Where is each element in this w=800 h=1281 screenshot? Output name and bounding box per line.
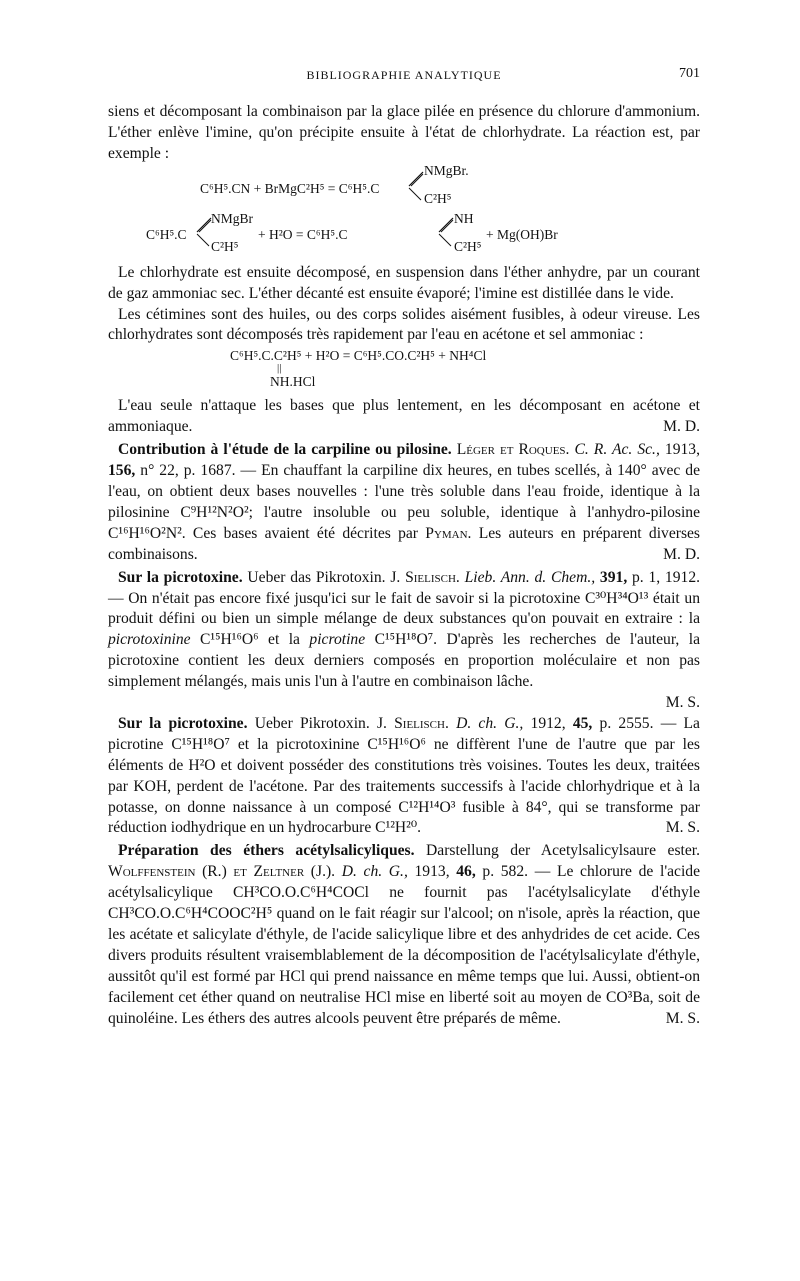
- equation-3: [108, 346, 700, 396]
- article-year: 1912,: [530, 714, 566, 732]
- running-header: [108, 62, 700, 84]
- article-title: Sur la picrotoxine.: [118, 568, 243, 586]
- eq2-b-bottom: C²H⁵: [454, 238, 482, 254]
- article-body-name: Pyman.: [425, 524, 472, 542]
- signature: M. S.: [665, 819, 700, 837]
- intro-paragraph-4: L'eau seule n'attaque les bases que plus lentement, en les décomposant en acétone et ammoniaque. M. D.: [108, 396, 700, 438]
- eq3-main: C⁶H⁵.C.C²H⁵ + H²O = C⁶H⁵.CO.C²H⁵ + NH⁴Cl: [230, 348, 487, 364]
- article-ref: p. 2555.: [599, 714, 654, 732]
- article-journal: D. ch. G.,: [341, 863, 408, 881]
- article-body-3: C¹⁵H¹⁸O⁷. D'après les recherches de l'auteur, la picrotoxine contient les deux derniers composés en proportion moléculaire et non pas simplement mélangés, mais unis l'un à l'autre en combinaison lâche.: [108, 631, 700, 691]
- article-authors: Léger et Roques.: [456, 441, 570, 459]
- article-ref: n° 22, p. 1687.: [140, 462, 236, 480]
- article-body: — En chauffant la carpiline dix heures, en tubes scellés, à 140° avec de l'eau, on obtient deux bases nouvelles : l'une très soluble dans l'eau froide, identique à la pilosinine C⁹H¹²N²O²; l'autre insoluble ou peu soluble, identique à l'anhydro-pilosine C¹⁶H¹⁶O²N². Ces bases avaient été décrites par: [108, 462, 700, 542]
- article-volume: 391,: [599, 568, 628, 586]
- intro-paragraph-3: Les cétimines sont des huiles, ou des corps solides aisément fusibles, à odeur vireuse. Les chlorhydrates sont décomposés très rapidement par l'eau en acétone et sel ammoniac :: [108, 305, 700, 344]
- article-subtitle: Darstellung der Acetylsalicylsaure ester.: [426, 842, 700, 860]
- eq3-sub: NH.HCl: [270, 374, 316, 390]
- eq2-a-bottom: C²H⁵: [211, 238, 239, 254]
- article-subtitle: Ueber das Pikrotoxin. J.: [247, 568, 401, 586]
- article-body-end: Les auteurs en préparent diverses combinaisons.: [108, 524, 700, 563]
- article-ref: p. 1, 1912.: [632, 568, 701, 586]
- page-number: 701: [679, 66, 700, 81]
- article-title: Préparation des éthers acétylsalicyliques.: [118, 842, 415, 860]
- article-body-italic-2: picrotine: [309, 631, 366, 649]
- signature: M. S.: [665, 1009, 700, 1027]
- intro-paragraph-1: siens et décomposant la combinaison par la glace pilée en présence du chlorure d'ammonium. L'éther enlève l'imine, qu'on précipite ensuite à l'état de chlorhydrate. La réaction est, par exemple :: [108, 103, 700, 162]
- equation-2: [108, 209, 700, 259]
- article-body: — La picrotine C¹⁵H¹⁸O⁷ et la picrotoxinine C¹⁵H¹⁶O⁶ ne diffèrent l'une de l'autre que par les éléments de H²O et doivent posséder des constitutions très voisines. Toutes les deux, traitées par KOH, perdent de l'acétone. Par des traitements successifs à l'acide chlorhydrique et à la potasse, on donne naissance à un composé C¹²H¹⁴O³ fusible à 84°, qui se transforme par réduction iodhydrique en un hydrocarbure C¹²H²⁰.: [108, 714, 700, 837]
- article-title: Sur la picrotoxine.: [118, 714, 248, 732]
- article-volume: 45,: [572, 714, 593, 732]
- article-journal: Lieb. Ann. d. Chem.,: [464, 568, 596, 586]
- article-body-italic-1: picrotoxinine: [108, 631, 191, 649]
- article-body: — Le chlorure de l'acide acétylsalicylique CH³CO.O.C⁶H⁴COCl ne fournit pas l'acétylsalicylate d'éthyle CH³CO.O.C⁶H⁴COOC²H⁵ quand on le fait réagir sur l'alcool; on n'isole, après la réaction, que les acétate et salicylate d'éthyle, de l'acide salicylique libre et des anhydrides de cet acide. Ces divers produits résultent vraisemblablement de la décomposition de l'acétylsalicylate d'éthyle, aussitôt qu'il est formé par HCl qui prend naissance en même temps que lui. Aussi, obtient-on facilement cet éther quand on neutralise HCl mise en liberté soit au moyen de CO³Ba, soit de quinoléine. Les éthers des autres alcools peuvent être préparés de même.: [108, 863, 701, 1027]
- eq2-b-top: NH: [454, 210, 474, 226]
- article-volume: 156,: [108, 462, 136, 480]
- running-title: BIBLIOGRAPHIE ANALYTIQUE: [306, 68, 502, 82]
- signature: M. D.: [663, 418, 700, 436]
- eq2-branch-b-icon: [438, 215, 454, 249]
- eq2-right: + Mg(OH)Br: [486, 226, 558, 242]
- eq2-branch-a-icon: [196, 215, 212, 249]
- article-body-2: C¹⁵H¹⁶O⁶ et la: [200, 631, 300, 649]
- article-picrotoxine-2: [108, 714, 700, 839]
- article-acetylsalicyliques: [108, 841, 700, 1029]
- article-journal: D. ch. G.,: [456, 714, 524, 732]
- article-body-1: — On n'était pas encore fixé jusqu'ici sur le fait de savoir si la picrotoxine C³⁰H³⁴O¹³ était un produit défini ou bien un simple mélange de deux substances qu'on pouvait en extraire : la: [108, 589, 700, 628]
- article-authors: Wolffenstein (R.) et Zeltner (J.).: [108, 863, 336, 881]
- eq1-branch-icon: [408, 169, 424, 203]
- intro-paragraph-2: Le chlorhydrate est ensuite décomposé, en suspension dans l'éther anhydre, par un courant de gaz ammoniac sec. L'éther décanté est ensuite évaporé; l'imine est distillée dans le vide.: [108, 263, 700, 302]
- signature: M. S.: [665, 694, 700, 712]
- eq2-mid: + H²O = C⁶H⁵.C: [258, 226, 348, 242]
- article-ref: p. 582.: [482, 863, 529, 881]
- eq2-a: C⁶H⁵.C: [146, 226, 187, 242]
- article-year: 1913,: [414, 863, 450, 881]
- signature: M. D.: [663, 545, 700, 563]
- article-year: 1913,: [664, 441, 700, 459]
- article-carpiline: [108, 440, 700, 565]
- article-picrotoxine-1: [108, 568, 700, 693]
- eq2-a-top: NMgBr: [211, 210, 254, 226]
- page: [108, 62, 700, 1030]
- article-authors: Sielisch.: [394, 714, 449, 732]
- article-journal: C. R. Ac. Sc.,: [574, 441, 660, 459]
- article-volume: 46,: [456, 863, 476, 881]
- eq1-top: NMgBr.: [424, 162, 469, 178]
- article-authors: Sielisch.: [405, 568, 460, 586]
- eq1-bottom: C²H⁵: [424, 190, 452, 206]
- article-subtitle: Ueber Pikrotoxin. J.: [254, 714, 387, 732]
- article-title: Contribution à l'étude de la carpiline ou pilosine.: [118, 441, 452, 459]
- eq1-left: C⁶H⁵.CN + BrMgC²H⁵ = C⁶H⁵.C: [200, 180, 380, 196]
- eq3-bond: ||: [277, 362, 282, 375]
- equation-1: [108, 162, 700, 209]
